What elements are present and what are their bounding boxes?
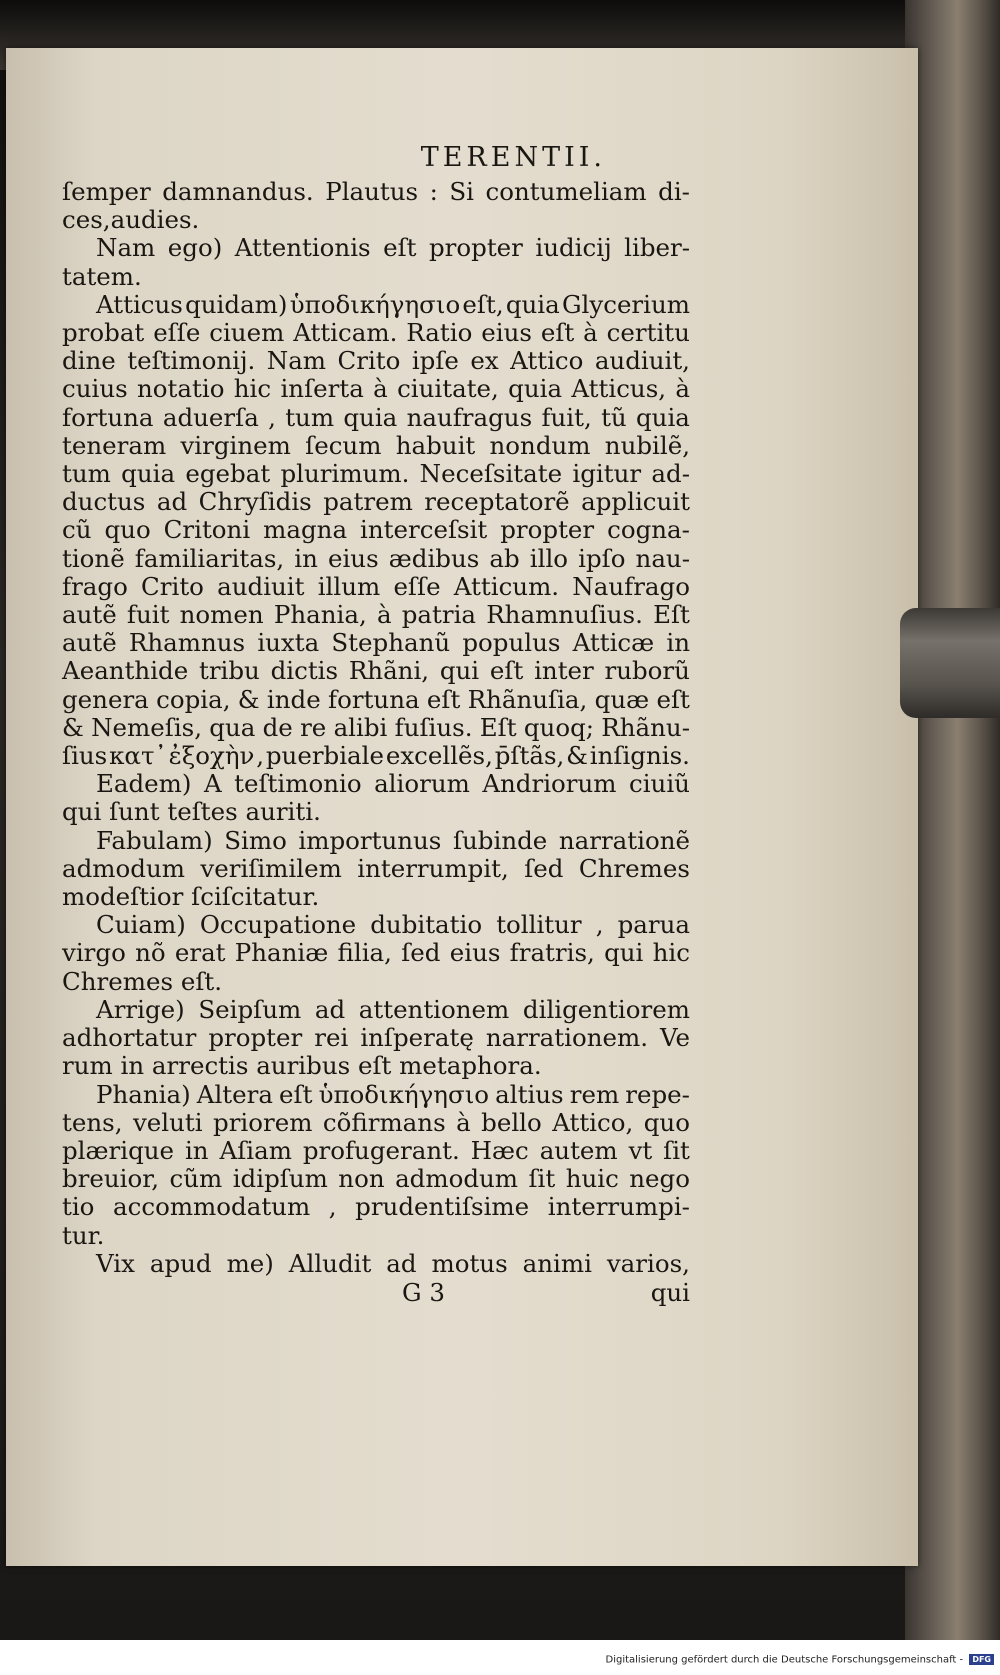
text-line: ductus ad Chryſidis patrem receptatorẽ applicuit bbox=[62, 487, 690, 517]
text-line: probat eſſe ciuem Atticam. Ratio eius eſt à certitu bbox=[62, 318, 690, 348]
text-line: ſemper damnandus. Plautus : Si contumeliam di- bbox=[62, 177, 690, 206]
text-line: autẽ fuit nomen Phania, à patria Rhamnuſius. Eſt bbox=[62, 600, 690, 630]
text-line: Cuiam) Occupatione dubitatio tollitur , parua bbox=[96, 910, 690, 940]
text-line: tens, veluti priorem cõfirmans à bello Attico, quo bbox=[62, 1107, 690, 1137]
text-line: Aeanthide tribu dictis Rhãni, qui eſt inter ruborũ bbox=[62, 656, 690, 686]
text-line: plærique in Aſiam profugerant. Hæc autem vt ſit bbox=[62, 1135, 690, 1165]
text-line: Arrige) Seipſum ad attentionem diligentiorem bbox=[96, 994, 690, 1024]
digitization-credit bbox=[606, 1654, 995, 1666]
credit-text: Digitalisierung gefördert durch die Deutsche Forschungsgemeinschaft - bbox=[605, 1654, 964, 1666]
text-line: Chremes eſt. bbox=[62, 966, 223, 996]
text-line: tum quia egebat plurimum. Neceſsitate igitur ad- bbox=[62, 459, 690, 489]
text-line: cuius notatio hic inſerta à ciuitate, quia Atticus, à bbox=[62, 374, 690, 404]
text-line: fortuna aduerſa , tum quia naufragus fuit, tũ quia bbox=[62, 402, 690, 432]
text-line: Phania) Altera eſt ὑποδικήγησιο altius rem repe- bbox=[96, 1079, 690, 1109]
text-line: rum in arrectis auribus eſt metaphora. bbox=[62, 1051, 542, 1081]
book-fore-edge bbox=[905, 0, 1000, 1640]
text-line: ces,audies. bbox=[62, 205, 200, 235]
text-line: ſius κατ᾽ ἐξοχὴν , puerbiale excellẽs, p̄ſtãs, & inſignis. bbox=[62, 741, 690, 771]
text-line: autẽ Rhamnus iuxta Stephanũ populus Atticæ in bbox=[62, 628, 690, 658]
running-head: TERENTII. bbox=[420, 142, 606, 173]
signature-mark: G 3 bbox=[402, 1277, 445, 1307]
text-line: qui ſunt teſtes auriti. bbox=[62, 797, 321, 827]
text-line: teneram virginem ſecum habuit nondum nubilẽ, bbox=[62, 430, 690, 460]
text-line: modeſtior ſciſcitatur. bbox=[62, 882, 320, 912]
catchword: qui bbox=[650, 1277, 690, 1307]
text-line: tio accommodatum , prudentiſsime interrumpi- bbox=[62, 1192, 690, 1222]
text-line: Nam ego) Attentionis eſt propter iudicij liber- bbox=[96, 233, 690, 263]
text-line: cũ quo Critoni magna interceſsit propter cogna- bbox=[62, 515, 690, 545]
page-footer bbox=[62, 1278, 690, 1308]
page-text bbox=[62, 140, 690, 1308]
text-line: Vix apud me) Alludit ad motus animi varios, bbox=[96, 1248, 690, 1278]
text-line: admodum veriſimilem interrumpit, ſed Chremes bbox=[62, 853, 690, 883]
dfg-logo: DFG bbox=[969, 1654, 994, 1665]
text-line: dine teſtimonij. Nam Crito ipſe ex Attico audiuit, bbox=[62, 346, 690, 376]
text-line: Eadem) A teſtimonio aliorum Andriorum ciuiũ bbox=[96, 769, 690, 799]
text-line: Atticus quidam) ὑποδικήγησιο eſt, quia Glycerium bbox=[96, 289, 690, 319]
text-line: genera copia, & inde fortuna eſt Rhãnuſia, quæ eſt bbox=[62, 684, 690, 714]
text-line: Fabulam) Simo importunus ſubinde narrationẽ bbox=[96, 825, 690, 855]
text-line: breuior, cũm idipſum non admodum ſit huic nego bbox=[62, 1164, 690, 1194]
text-line: tur. bbox=[62, 1220, 105, 1250]
text-lines bbox=[62, 178, 690, 1278]
bookmark-ribbon bbox=[900, 608, 1000, 718]
text-line: adhortatur propter rei inſperatę narrationem. Ve bbox=[62, 1023, 690, 1053]
text-line: tionẽ familiaritas, in eius ædibus ab illo ipſo nau- bbox=[62, 543, 690, 573]
text-line: & Nemeſis, qua de re alibi fuſius. Eſt quoq; Rhãnu- bbox=[62, 712, 690, 742]
text-line: frago Crito audiuit illum eſſe Atticum. Naufrago bbox=[62, 571, 690, 601]
text-line: tatem. bbox=[62, 261, 142, 291]
text-line: virgo nõ erat Phaniæ filia, ſed eius fratris, qui hic bbox=[62, 938, 690, 968]
